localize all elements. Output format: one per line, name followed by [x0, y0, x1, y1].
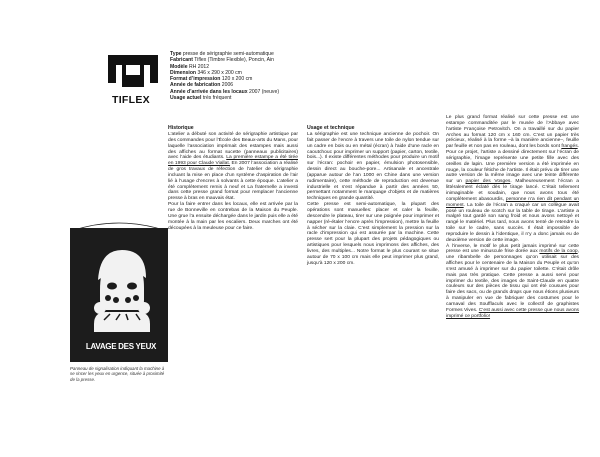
spec-label: Usage actuel — [170, 95, 202, 102]
usage-column — [307, 125, 439, 266]
spec-value: Tiflex (Timbre Flexible), Poncin, Ain — [192, 57, 274, 64]
spec-label: Dimension — [170, 69, 197, 76]
spec-value: presse de sérigraphie semi-automatique — [181, 51, 274, 57]
text-run: . Malheureusement l’écran a littéralement éclaté dès le tirage lancé. C’était tellement inimaginable et soudain, que nous avons tous été complètement abasourdis, — [446, 179, 579, 202]
text-run: En 2007 l’association a réalisé de gros travaux de réfection de l’atelier de sérigraphie incluant la mise en place d’un système d’aspiration de l’air lié à l’usage d’encres à solvants à cette époque. L’atelier a été complètement remis à neuf et La fraternelle a investi dans cette presse grand format pour remplacer l’ancienne presse à bras en mauvais état. — [168, 161, 298, 202]
history-paragraph: Pour la faire entrer dans les locaux, elle est arrivée par la rue de Bonneville en contrebas de la Maison du Peuple. Une grue l’a ensuite déchargée dans le jardin puis elle a été montée à la main par les escaliers. Deux marches ont été découpées à la meuleuse pour ce faire. — [168, 202, 298, 231]
anecdote-paragraph — [446, 115, 579, 244]
photo-caption: Panneau de signalisation indiquant la machine à se rincer les yeux en urgence, située à proximité de la presse. — [70, 366, 165, 382]
spec-value: très fréquent — [201, 95, 232, 102]
text-run: Le plus grand format réalisé sur cette presse est une estampe commanditée par le musée de l’Abbaye avec l’artiste Françoise Petrovitch. On a travaillé sur du papier Arches au format 120 cm x 160 cm. C’est un papier très précieux, réalisé à la forme –à la manière ancienne–, feuille par feuille et non pas en rouleau, dont les bords sont — [446, 115, 579, 150]
spec-value: RH 2012 — [187, 63, 210, 70]
text-run: . Pour ce projet, l’artiste a dessiné directement sur l’écran de sérigraphie, l’image représente une petite fille avec des oreilles de lapin. Une première version a été imprimée en rouge, la couleur fétiche de l’artiste. Il était prévu de tirer une autre version de la même image avec une teinte différente sur un — [446, 144, 579, 185]
first-print-link[interactable]: La première estampe a été tirée en 1993 pour Claude Viallat. — [168, 155, 298, 167]
spec-value: 120 x 200 cm — [220, 76, 253, 83]
history-paragraph — [168, 132, 298, 202]
text-run: À l’inverse, le motif le plus petit jamais imprimé sur cette presse est une minuscule frise dorée aux — [446, 243, 579, 255]
silence-link[interactable]: personne n’a rien dit pendant un moment — [446, 196, 580, 208]
anecdotes-column — [446, 115, 579, 320]
spec-label: Format d’impression — [170, 76, 221, 83]
portfolio-link[interactable]: C’est aussi avec cette presse que nous avons imprimé ce portfolio! — [446, 307, 580, 319]
history-heading: Historique — [168, 125, 194, 131]
anecdote-paragraph — [446, 244, 579, 320]
usage-paragraph: La sérigraphie est une technique ancienne de pochoir. On fait passer de l’encre à travers une toile de nylon tendue sur un cadre en bois ou en métal (écran) à l’aide d’une racle en caoutchouc pour imprimer un support (papier, carton, textile, bois...). Il existe différentes méthodes pour produire un motif sur l’écran: pochoir en papier, émulsion photosensible, dessin direct au bouche-pore... Artisanale et ancestrale (apparue autour de l’an 1000 en Chine dans une version rudimentaire), cette méthode de reproduction est devenue industrielle et s’est répandue à partir des années 50, permettant notamment le marquage d’objets et de matières techniques en grande quantité. — [307, 132, 439, 202]
history-column — [168, 125, 298, 231]
spec-label: Type — [170, 51, 182, 57]
usage-heading: Usage et technique — [307, 125, 355, 131]
coop-motifs-link[interactable]: motifs de la coop — [539, 249, 578, 255]
spec-list — [170, 51, 410, 101]
spec-value: 2006 — [220, 82, 234, 89]
text-run: L’atelier a débuté son activité de sérigraphie artistique par des commandes pour l’École des Beaux-arts du Mans, pour laquelle l’association imprimait des estampes mais aussi des affiches au format sucette (panneaux publicitaires) avec l’aide des étudiants. — [168, 132, 298, 161]
spec-row — [170, 95, 410, 101]
text-run: . La toile de l’écran a craqué car un collègue avait posé un rouleau de scotch sur la table de tirage. L’artiste a malgré tout gardé son sang froid et nous avons nettoyé et rangé le matériel. Plus tard, nous avons tenté de retendre la toile sur le cadre, sans succès. Il était impossible de reproduire le dessin à l’identique, il n’y a donc jamais eu de deuxième version de cette image. — [446, 202, 579, 243]
spec-value: 2007 (neuve) — [247, 88, 280, 95]
spec-label: Fabricant — [170, 57, 193, 64]
usage-paragraph: Cette presse est semi-automatique, la plupart des opérations sont manuelles: placer et caler la feuille, descendre le plateau, tirer sur une poignée pour imprimer et napper (ré-étaler l’encre après l’impression), mettre la feuille à sécher sur la claie. C’est simplement la pression sur la racle d’impression qui est assurée par la machine. Cette presse sert pour la plupart des projets pédagogiques ou artistiques pour lesquels nous imprimons des affiches, des livres, des multiples... Notre format le plus courant se situe autour de 70 x 100 cm mais elle peut imprimer plus grand, jusqu’à 120 x 200 cm. — [307, 202, 439, 266]
text-run: , une ribambelle de personnages qu’on utilisait sur des affiches pour le centenaire de la Maison du Peuple et qu’on s’est amusé à imprimer sur du papier toilette. C’était drôle mais pas très pratique. Cette presse a aussi servi pour imprimer du textile, des images de Saint-Claude en quatre couleurs sur des pièces de tissu qui ont été cousues pour faire des sacs, ou de grands draps que nous étions plusieurs à manipuler en vue de fabriquer des costumes pour le carnaval des Soufflaculs avec le collectif de graphistes Formes Vives. — [446, 249, 579, 313]
tiflex-wordmark: TIFLEX — [112, 94, 150, 106]
poster-caption: LAVAGE DES YEUX — [85, 342, 157, 351]
spec-value: 346 x 290 x 200 cm — [196, 69, 242, 76]
papier-vosges-link[interactable]: papier des Vosges — [465, 179, 511, 185]
spec-label: Modèle — [170, 63, 188, 70]
frangés-link[interactable]: frangés — [561, 144, 578, 150]
spec-label: Année de fabrication — [170, 82, 221, 89]
spec-label: Année d’arrivée dans les locaux — [170, 88, 248, 95]
